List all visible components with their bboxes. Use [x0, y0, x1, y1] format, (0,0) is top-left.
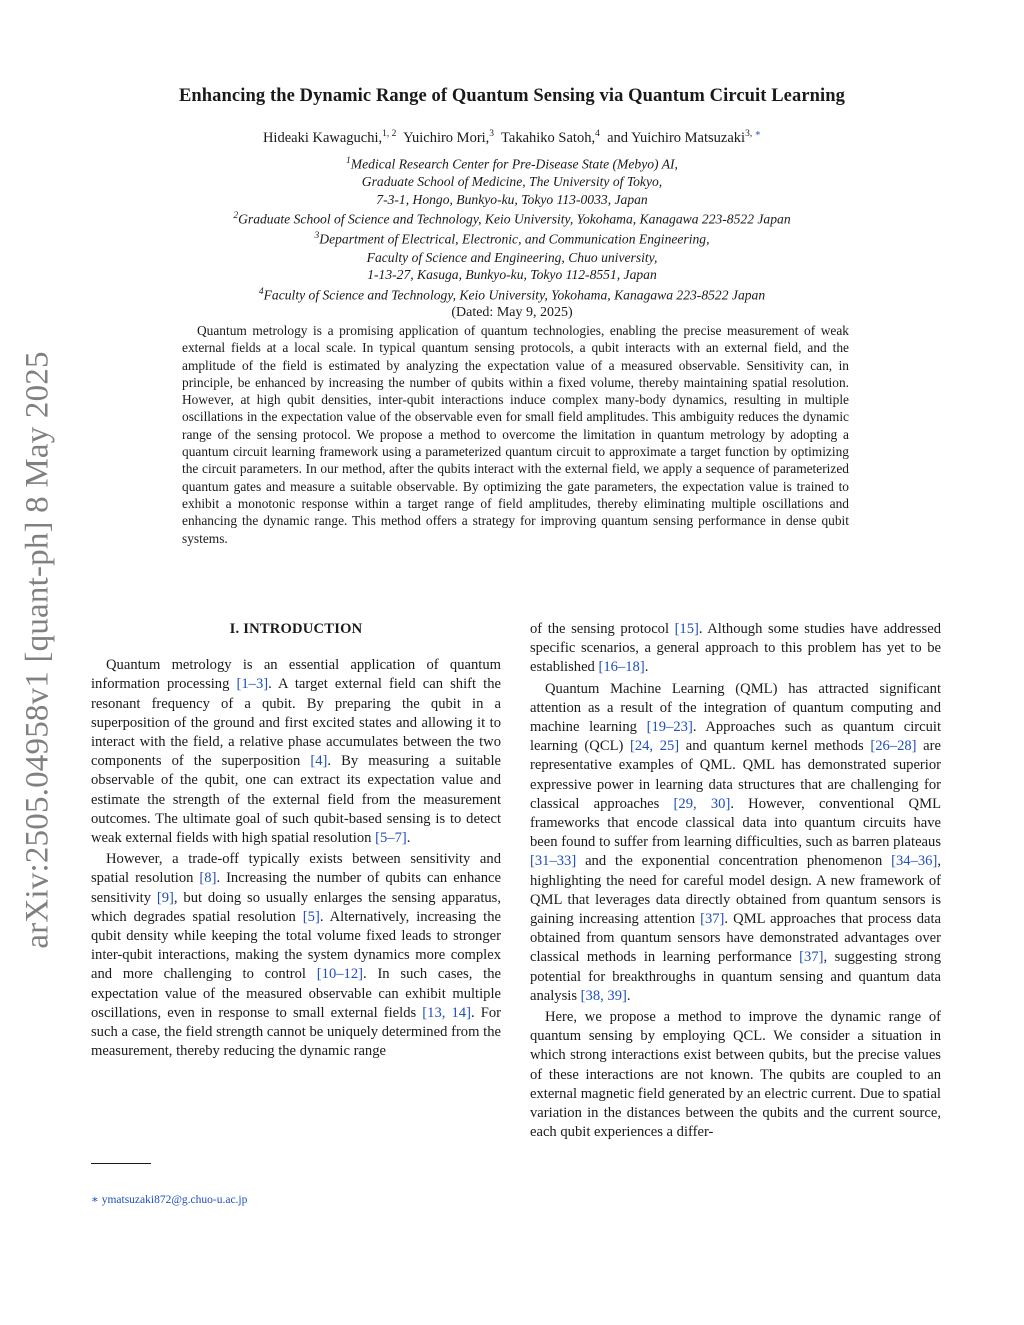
author-affiliation-mark: 4	[595, 129, 600, 139]
abstract: Quantum metrology is a promising application of quantum technologies, enabling the precise measurement of weak external fields at a local scale. In typical quantum sensing protocols, a qubit interacts with an external field, and the amplitude of the field is estimated by analyzing the expectation value of a measured observable. Sensitivity can, in principle, be enhanced by increasing the number of qubits within a fixed volume, thereby maintaining spatial resolution. However, at high qubit densities, inter-qubit interactions induce complex many-body dynamics, resulting in multiple oscillations in the expectation value of the observable even for small field amplitudes. This ambiguity reduces the dynamic range of the sensing protocol. We propose a method to overcome the limitation in quantum metrology by adopting a quantum circuit learning framework using a parameterized quantum circuit to approximate a target function by optimizing the circuit parameters. In our method, after the qubits interact with the external field, we apply a sequence of parameterized quantum gates and measure a suitable observable. By optimizing the gate parameters, the expectation value is trained to exhibit a monotonic response within a target range of field amplitudes, thereby eliminating multiple oscillations and enhancing the dynamic range. This method offers a strategy for improving quantum sensing performance in dense qubit systems.	[182, 323, 849, 546]
body-text: of the sensing protocol	[530, 621, 675, 637]
affiliation-number: 3	[314, 231, 320, 242]
citation-link[interactable]: [26–28]	[870, 738, 917, 755]
body-text: . For such a case, the field strength cannot be uniquely determined from the measurement, thereby reducing the dynamic range	[91, 1004, 501, 1060]
body-text: . Approaches such as quantum circuit learning (QCL)	[530, 719, 941, 755]
citation-link[interactable]: [1–3]	[236, 676, 269, 693]
body-text: . Alternatively, increasing the qubit density while keeping the total volume fixed leads to stronger inter-qubit interactions, making the system dynamics more complex and more challenging to control	[91, 908, 501, 983]
author-kawaguchi: Hideaki Kawaguchi,	[262, 129, 383, 146]
citation-link[interactable]: [13, 14]	[422, 1004, 471, 1021]
author-email-link[interactable]: ymatsuzaki872@g.chuo-u.ac.jp	[101, 1194, 248, 1206]
section-heading-introduction: I. INTRODUCTION	[229, 621, 363, 637]
body-text: . Increasing the number of qubits can enhance sensitivity	[91, 870, 501, 906]
right-column	[530, 620, 941, 1142]
citation-link[interactable]: [31–33]	[530, 853, 577, 870]
affiliation-line: 7-3-1, Hongo, Bunkyo-ku, Tokyo 113-0033, Japan	[376, 191, 648, 207]
intro-paragraph-3	[530, 680, 941, 1006]
body-text: . QML approaches that process data obtained from quantum sensors have demonstrated advantages over classical methods in learning performance	[530, 911, 942, 966]
citation-link[interactable]: [10–12]	[316, 966, 363, 983]
affiliation-number: 3,	[745, 129, 755, 139]
author-matsuzaki: and Yuichiro Matsuzaki	[607, 129, 746, 146]
affiliation-line	[0, 153, 1024, 173]
citation-link[interactable]: [24, 25]	[629, 738, 680, 755]
affiliation-line	[0, 208, 1024, 228]
citation-link[interactable]: [8]	[199, 870, 217, 887]
citation-link[interactable]: [5]	[302, 908, 320, 925]
body-text: . A target external field can shift the resonant frequency of a qubit. By preparing the qubit in a superposition of the ground and first excited states and allowing it to interact with the field, a relative phase accumulates between the two components of the superposition	[91, 676, 501, 770]
affiliation-number: 4	[258, 286, 264, 297]
affiliation-line	[0, 228, 1024, 248]
affiliation-line: Faculty of Science and Engineering, Chuo university,	[366, 249, 658, 265]
citation-link[interactable]: [16–18]	[598, 659, 645, 676]
body-text: and quantum kernel methods	[679, 738, 871, 755]
citation-link[interactable]: [37]	[799, 949, 824, 966]
citation-link[interactable]: [34–36]	[891, 853, 938, 870]
body-text: and the exponential concentration phenomenon	[576, 853, 892, 870]
citation-link[interactable]: [29, 30]	[673, 795, 731, 812]
affiliation-text: Department of Electrical, Electronic, and Communication Engineering,	[319, 231, 710, 247]
affiliations-block	[0, 153, 1024, 321]
affiliation-text: Faculty of Science and Technology, Keio University, Yokohama, Kanagawa 223-8522 Japan	[263, 287, 766, 303]
author-affiliation-mark: 3	[489, 129, 495, 139]
paper-title: Enhancing the Dynamic Range of Quantum Sensing via Quantum Circuit Learning	[178, 86, 846, 106]
affiliation-line: 1-13-27, Kasuga, Bunkyo-ku, Tokyo 112-8551, Japan	[367, 267, 657, 283]
body-text: , suggesting strong potential for breakthroughs in quantum sensing and quantum data analysis	[530, 949, 941, 1004]
author-mori: Yuichiro Mori,	[403, 129, 490, 146]
affiliation-line	[0, 284, 1024, 304]
citation-link[interactable]: [15]	[674, 621, 699, 637]
body-text: . However, conventional QML frameworks that encode classical data into quantum circuits have been found to suffer from learning difficulties, such as barren plateaus	[530, 795, 941, 851]
body-text: are representative examples of QML. QML has demonstrated superior expressive power in learning data structures that are challenging for classical approaches	[530, 738, 941, 812]
affiliation-number: 1	[346, 156, 351, 166]
body-text: . By measuring a suitable observable of the qubit, one can extract its expectation value and estimate the strength of the external field from the measurement outcomes. The ultimate goal of such qubit-based sensing is to detect weak external fields with high spatial resolution	[91, 753, 501, 847]
affiliation-text: Medical Research Center for Pre-Disease State (Mebyo) AI,	[350, 156, 678, 172]
footnote-divider	[91, 1163, 151, 1164]
citation-link[interactable]: [5–7]	[375, 830, 407, 847]
intro-paragraph-1	[91, 656, 501, 848]
citation-link[interactable]: [4]	[310, 753, 328, 770]
intro-paragraph-2	[91, 850, 501, 1061]
body-text: Quantum metrology is an essential application of quantum information processing	[91, 657, 501, 693]
affiliation-number: 2	[233, 211, 239, 222]
corresponding-author-footnote	[91, 1192, 247, 1206]
author-affiliation-mark	[745, 129, 761, 139]
corresponding-author-footnote-link[interactable]: ∗	[754, 129, 762, 139]
citation-link[interactable]: [38, 39]	[580, 987, 627, 1004]
body-text: .	[626, 987, 631, 1004]
citation-link[interactable]: [19–23]	[646, 719, 693, 736]
body-text: However, a trade-off typically exists between sensitivity and spatial resolution	[91, 851, 501, 887]
date-line: (Dated: May 9, 2025)	[451, 304, 573, 320]
author-satoh: Takahiko Satoh,	[501, 129, 596, 146]
body-text: .	[644, 659, 649, 676]
left-column	[91, 620, 501, 1061]
body-text: . In such cases, the expectation value of the measured observable can exhibit multiple oscillations, even in response to small external fields	[91, 966, 501, 1021]
affiliation-line: Graduate School of Medicine, The University of Tokyo,	[361, 174, 663, 190]
arxiv-identifier-stamp[interactable]: arXiv:2505.04958v1 [quant-ph] 8 May 2025	[19, 351, 56, 949]
body-text: , highlighting the need for careful model design. A new framework of QML that leverages data directly obtained from quantum sensors is gaining increasing attention	[530, 853, 941, 928]
citation-link[interactable]: [9]	[156, 889, 174, 906]
footnote-mark: ∗	[91, 1194, 99, 1206]
body-text: . Although some studies have addressed specific scenarios, a general approach to this problem has yet to be established	[530, 621, 941, 676]
intro-paragraph-2-continued	[530, 620, 941, 678]
body-text: .	[406, 830, 411, 847]
intro-paragraph-4: Here, we propose a method to improve the dynamic range of quantum sensing by employing QCL. We consider a situation in which strong interactions exist between qubits, but the precise values of these interactions are not known. The qubits are coupled to an external magnetic field generated by an electric current. Due to spatial variation in the distances between the qubits and the current source, each qubit experiences a differ-	[530, 1009, 941, 1141]
author-affiliation-mark: 1, 2	[382, 129, 397, 139]
body-text: Quantum Machine Learning (QML) has attracted significant attention as a result of the integration of quantum computing and machine learning	[530, 680, 941, 736]
body-text: , but doing so usually enlarges the sensing apparatus, which degrades spatial resolution	[91, 889, 502, 925]
citation-link[interactable]: [37]	[700, 911, 725, 928]
author-list	[0, 128, 1024, 147]
affiliation-text: Graduate School of Science and Technology, Keio University, Yokohama, Kanagawa 223-8522 Japan	[238, 211, 791, 227]
